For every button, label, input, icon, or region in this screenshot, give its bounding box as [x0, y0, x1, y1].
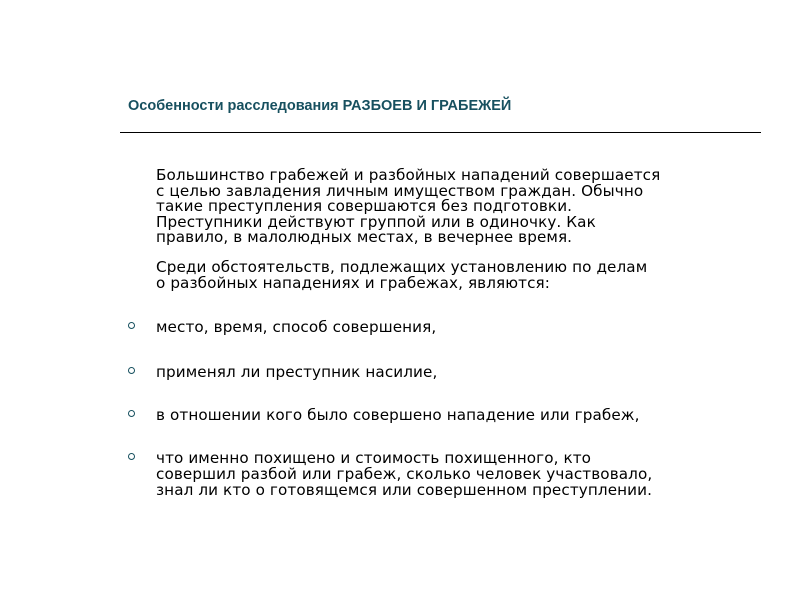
list-item: что именно похищено и стоимость похищенного, кто совершил разбой или грабеж, сколько человек участвовало, знал ли кто о готовящемся или совершенном преступлении. [156, 449, 653, 499]
intro-paragraph: Большинство грабежей и разбойных нападений совершается с целью завладения личным имуществом граждан. Обычно такие преступления совершаются без подготовки. Преступники действуют группой или в одиночку. Как правило, в малолюдных местах, в вечернее время. [156, 166, 661, 246]
bullet-icon [128, 410, 135, 417]
list-item: в отношении кого было совершено нападение или грабеж, [156, 406, 640, 424]
slide-title: Особенности расследования РАЗБОЕВ И ГРАБЕЖЕЙ [128, 98, 512, 114]
bullet-icon [128, 367, 135, 374]
title-divider [120, 132, 761, 133]
bullet-icon [128, 453, 135, 460]
list-item: место, время, способ совершения, [156, 318, 437, 336]
circumstances-paragraph: Среди обстоятельств, подлежащих установлению по делам о разбойных нападениях и грабежах, являются: [156, 258, 648, 292]
bullet-icon [128, 322, 135, 329]
list-item: применял ли преступник насилие, [156, 363, 438, 381]
